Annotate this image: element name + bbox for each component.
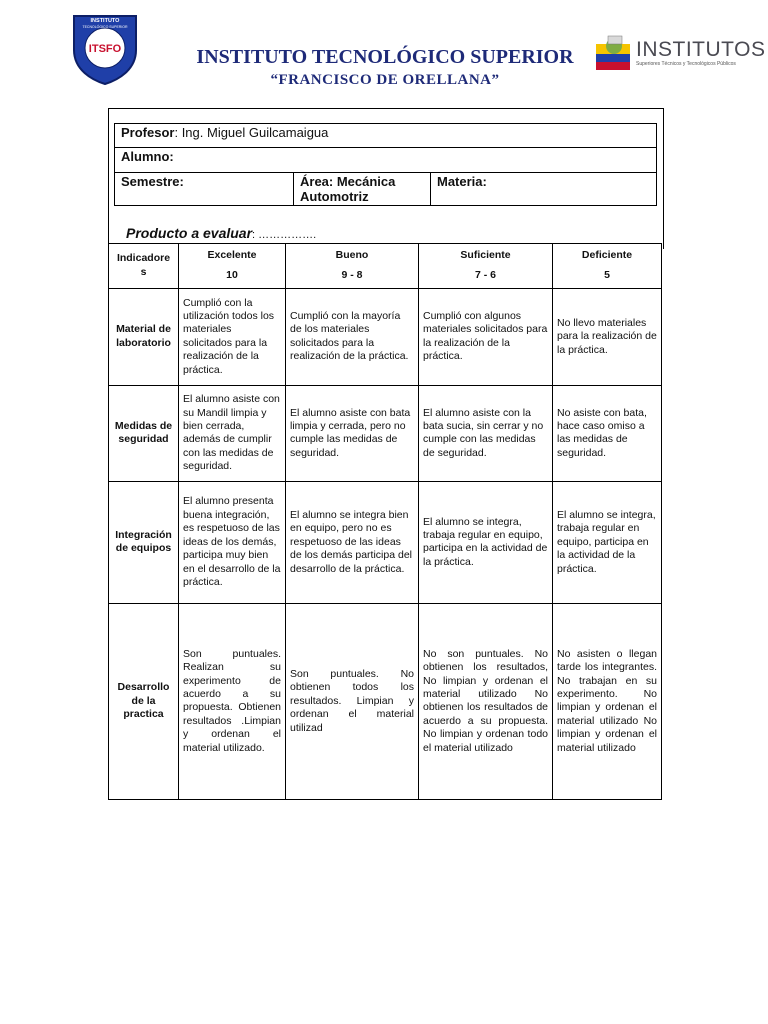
cell-bueno: El alumno se integra bien en equipo, pero no es respetuoso de las ideas de los demás participa del desarrollo de la práctica. <box>286 481 419 603</box>
institute-shield-logo <box>70 12 140 86</box>
rubric-row <box>109 288 662 385</box>
cell-excelente: Son puntuales. Realizan su experimento de acuerdo a su propuesta. Obtienen resultados .Limpian y ordenan el material utilizado. <box>179 603 286 799</box>
rubric-row <box>109 385 662 481</box>
header-suficiente: Suficiente 7 - 6 <box>419 244 553 289</box>
cell-suficiente: No son puntuales. No obtienen los resultados, No limpian y ordenan el material utilizado No obtienen los resultados de acuerdo a su propuesta. No limpian y ordenan todo el material utilizado <box>419 603 553 799</box>
indicator-material: Material de laboratorio <box>109 288 179 385</box>
cell-suficiente: Cumplió con algunos materiales solicitados para la realización de la práctica. <box>419 288 553 385</box>
header-excelente: Excelente 10 <box>179 244 286 289</box>
rubric-table <box>108 243 662 800</box>
svg-text:TECNOLÓGICO SUPERIOR: TECNOLÓGICO SUPERIOR <box>82 25 128 29</box>
rubric-row <box>109 481 662 603</box>
header-bueno: Bueno 9 - 8 <box>286 244 419 289</box>
brand-name: INSTITUTOS <box>636 38 766 61</box>
indicator-seguridad: Medidas de seguridad <box>109 385 179 481</box>
semestre-field[interactable]: Semestre: <box>115 173 294 206</box>
cell-excelente: El alumno presenta buena integración, es respetuoso de las ideas de los demás, participa muy bien en el desarrollo de la práctica. <box>179 481 286 603</box>
cell-excelente: Cumplió con la utilización todos los materiales solicitados para la realización de la práctica. <box>179 288 286 385</box>
cell-suficiente: El alumno asiste con la bata sucia, sin cerrar y no cumple con las medidas de seguridad. <box>419 385 553 481</box>
alumno-field[interactable]: Alumno: <box>115 148 657 173</box>
svg-text:INSTITUTO: INSTITUTO <box>90 18 120 24</box>
brand-tagline: Superiores Técnicos y Tecnológicos Públicos <box>636 61 736 67</box>
indicator-integracion: Integración de equipos <box>109 481 179 603</box>
cell-bueno: Cumplió con la mayoría de los materiales solicitados para la realización de la práctica. <box>286 288 419 385</box>
producto-a-evaluar <box>126 225 316 241</box>
cell-deficiente: No llevo materiales para la realización de la práctica. <box>553 288 662 385</box>
student-info-table <box>114 123 657 206</box>
rubric-header-row <box>109 244 662 289</box>
page-subtitle: “FRANCISCO DE ORELLANA” <box>270 72 500 88</box>
cell-suficiente: El alumno se integra, trabaja regular en equipo, participa en la actividad de la práctica. <box>419 481 553 603</box>
profesor-cell <box>115 124 657 148</box>
header-indicadores: Indicadore s <box>109 244 179 289</box>
materia-field[interactable]: Materia: <box>431 173 657 206</box>
rubric-row <box>109 603 662 799</box>
cell-bueno: Son puntuales. No obtienen todos los resultados. Limpian y ordenan el material utilizad <box>286 603 419 799</box>
area-field: Área: Mecánica Automotriz <box>294 173 431 206</box>
header-deficiente: Deficiente 5 <box>553 244 662 289</box>
cell-deficiente: No asisten o llegan tarde los integrantes. No trabajan en su experimento. No limpian y ordenan el material utilizado No limpian y ordenan el material utilizado <box>553 603 662 799</box>
profesor-value: : Ing. Miguel Guilcamaigua <box>174 125 329 140</box>
cell-deficiente: No asiste con bata, hace caso omiso a las medidas de seguridad. <box>553 385 662 481</box>
producto-label: Producto a evaluar <box>126 225 253 241</box>
svg-text:ITSFO: ITSFO <box>88 43 122 55</box>
page-title: INSTITUTO TECNOLÓGICO SUPERIOR <box>196 46 574 68</box>
producto-dots: : ……………. <box>252 229 317 241</box>
cell-excelente: El alumno asiste con su Mandil limpia y bien cerrada, además de cumplir con las medidas de seguridad. <box>179 385 286 481</box>
cell-bueno: El alumno asiste con bata limpia y cerrada, pero no cumple las medidas de seguridad. <box>286 385 419 481</box>
indicator-desarrollo: Desarrollo de la practica <box>109 603 179 799</box>
cell-deficiente: El alumno se integra, trabaja regular en equipo, participa en la actividad de la práctica. <box>553 481 662 603</box>
profesor-label: Profesor <box>121 125 175 140</box>
